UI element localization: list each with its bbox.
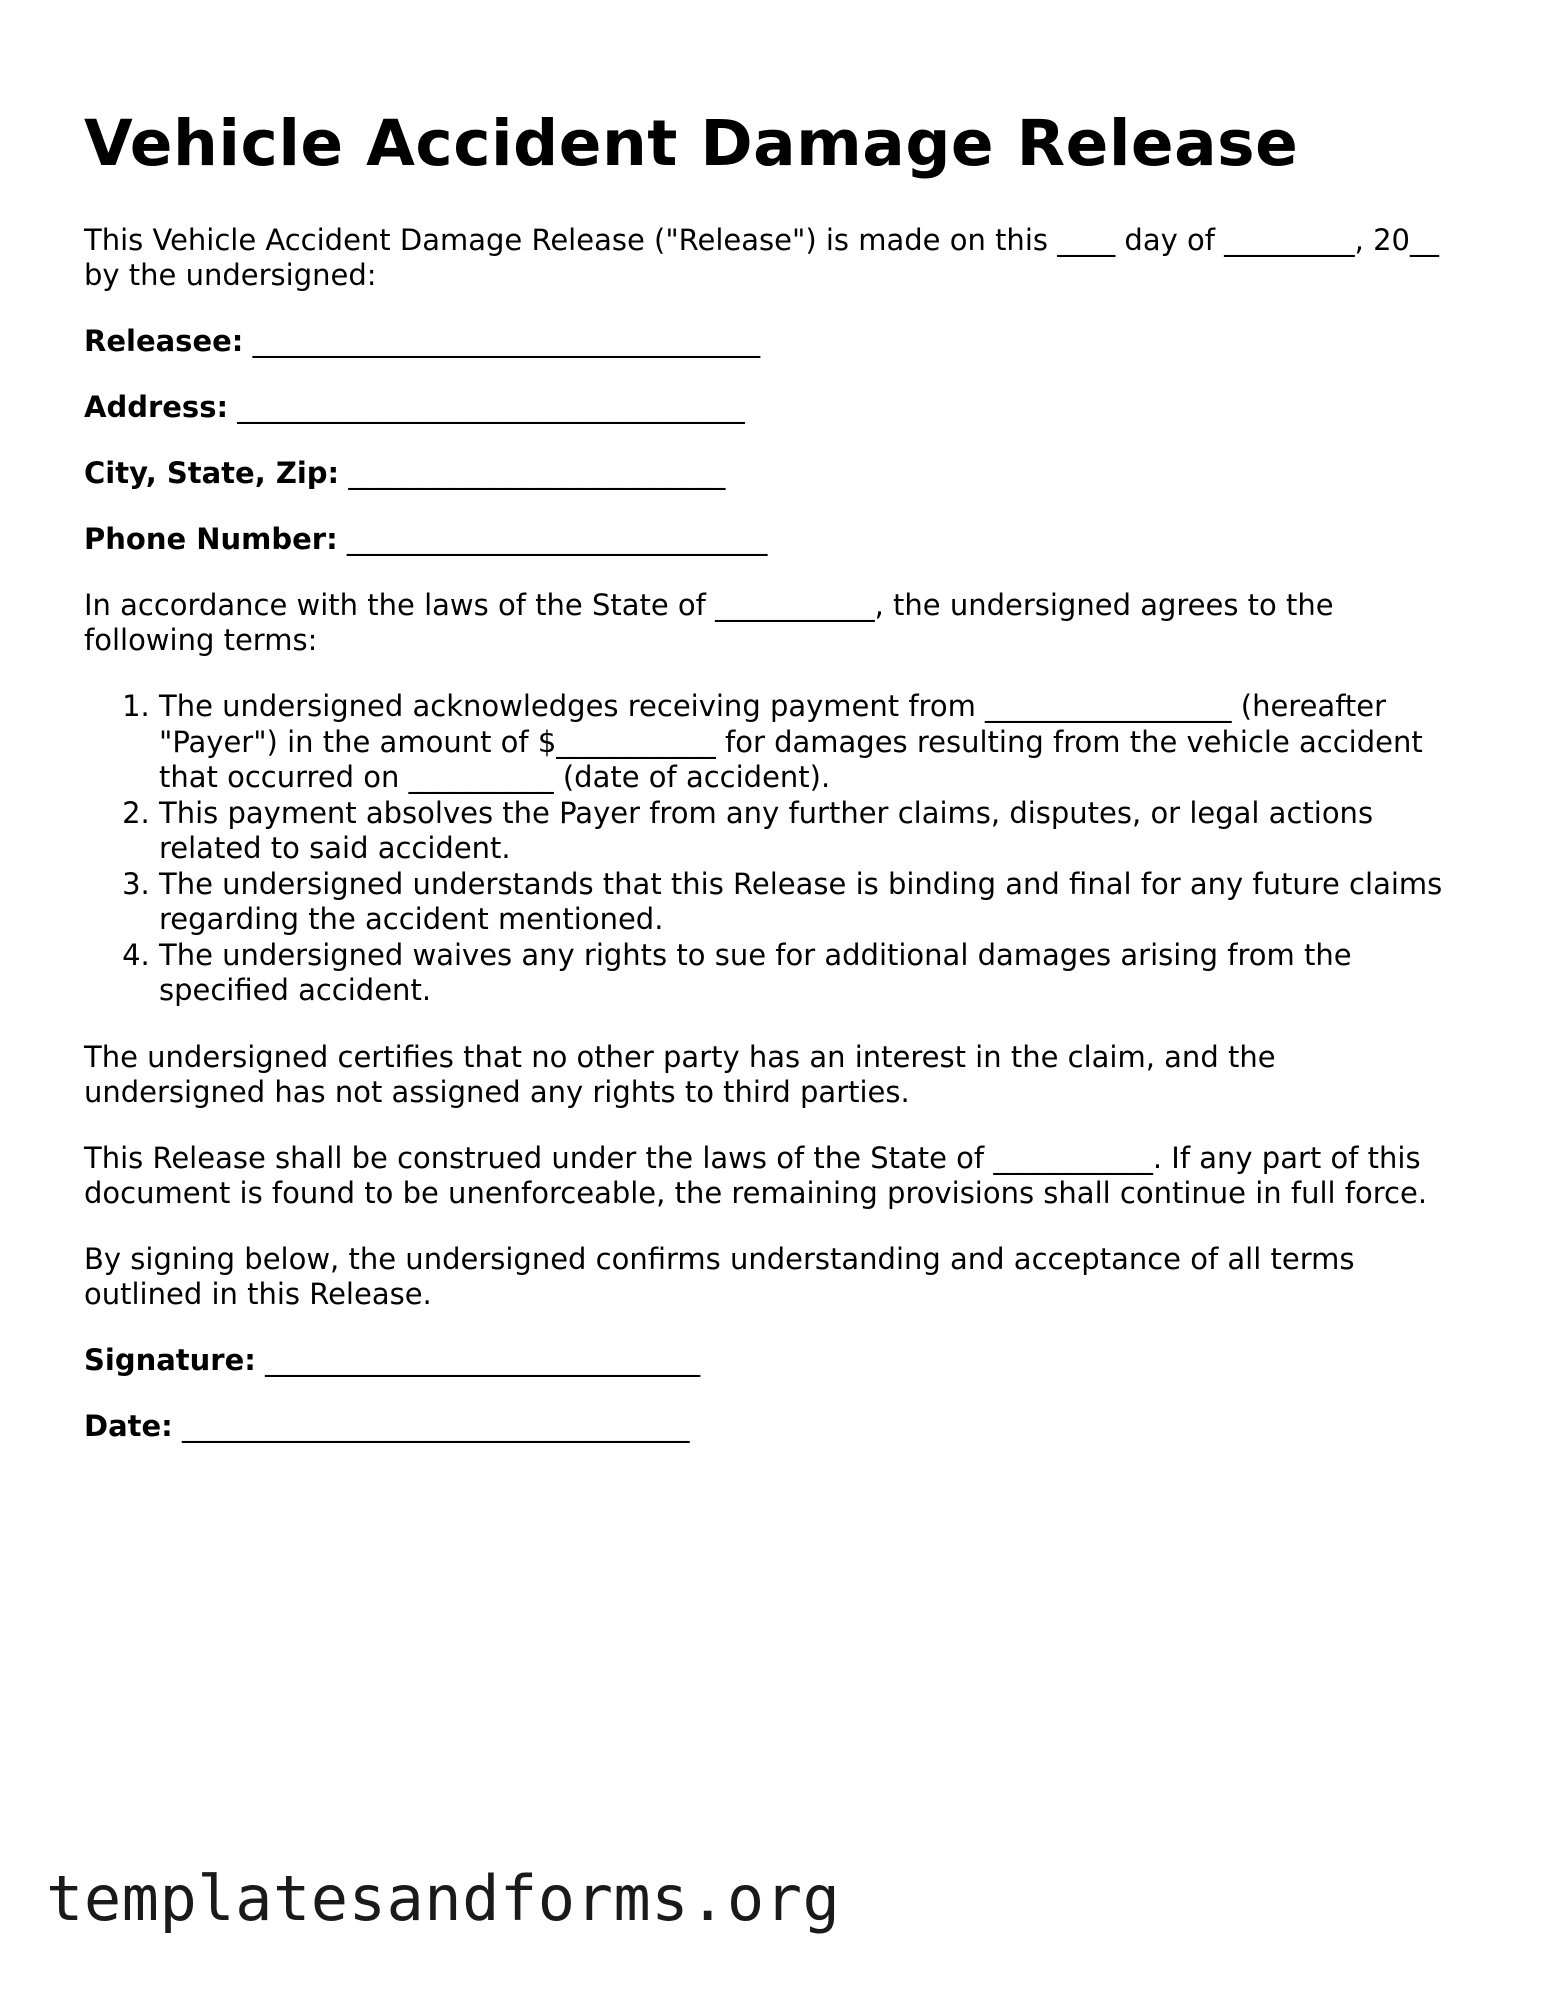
city-state-zip-blank: __________________________	[348, 456, 726, 490]
intro-paragraph: This Vehicle Accident Damage Release ("Release") is made on this ____ day of _________, 20__ by the undersigned:	[84, 223, 1439, 292]
address-field	[84, 390, 1464, 425]
releasee-fields	[84, 324, 1464, 557]
site-watermark: templatesandforms.org	[46, 1862, 841, 1935]
releasee-field	[84, 324, 1464, 359]
signature-field	[84, 1343, 1464, 1378]
releasee-blank: ___________________________________	[252, 324, 761, 358]
phone-number-field	[84, 522, 1464, 557]
state-clause-paragraph: In accordance with the laws of the State of ___________, the undersigned agrees to the following terms:	[84, 588, 1334, 657]
city-state-zip-label: City, State, Zip:	[84, 456, 340, 490]
term-item: 1. The undersigned acknowledges receiving payment from _________________ (hereafter "Payer") in the amount of $___________ for damages resulting from the vehicle accident that occurred on __________ (date of accident).	[159, 689, 1464, 796]
signature-label: Signature:	[84, 1342, 256, 1377]
address-label: Address:	[84, 390, 229, 424]
signature-blank: ______________________________	[265, 1342, 701, 1377]
city-state-zip-field	[84, 456, 1464, 491]
signature-block	[84, 1343, 1464, 1444]
term-item: 3. The undersigned understands that this Release is binding and final for any future claims regarding the accident mentioned.	[159, 867, 1464, 938]
releasee-label: Releasee:	[84, 324, 244, 358]
address-blank: ___________________________________	[237, 390, 745, 424]
document-title: Vehicle Accident Damage Release	[84, 107, 1299, 180]
phone-number-label: Phone Number:	[84, 522, 338, 556]
date-blank: ___________________________________	[182, 1408, 690, 1443]
acceptance-paragraph: By signing below, the undersigned confirms understanding and acceptance of all terms outlined in this Release.	[84, 1241, 1355, 1311]
governing-law-paragraph: This Release shall be construed under the laws of the State of ___________. If any part of this document is found to be unenforceable, the remaining provisions shall continue in full force.	[84, 1140, 1428, 1210]
phone-number-blank: _____________________________	[346, 522, 768, 556]
certification-paragraph: The undersigned certifies that no other party has an interest in the claim, and the undersigned has not assigned any rights to third parties.	[84, 1039, 1276, 1109]
document-page	[84, 108, 1464, 1444]
terms-list	[84, 689, 1464, 1009]
date-label: Date:	[84, 1408, 173, 1443]
term-item: 2. This payment absolves the Payer from any further claims, disputes, or legal actions related to said accident.	[159, 796, 1464, 867]
date-field	[84, 1409, 1464, 1444]
term-item: 4. The undersigned waives any rights to sue for additional damages arising from the specified accident.	[159, 938, 1464, 1009]
